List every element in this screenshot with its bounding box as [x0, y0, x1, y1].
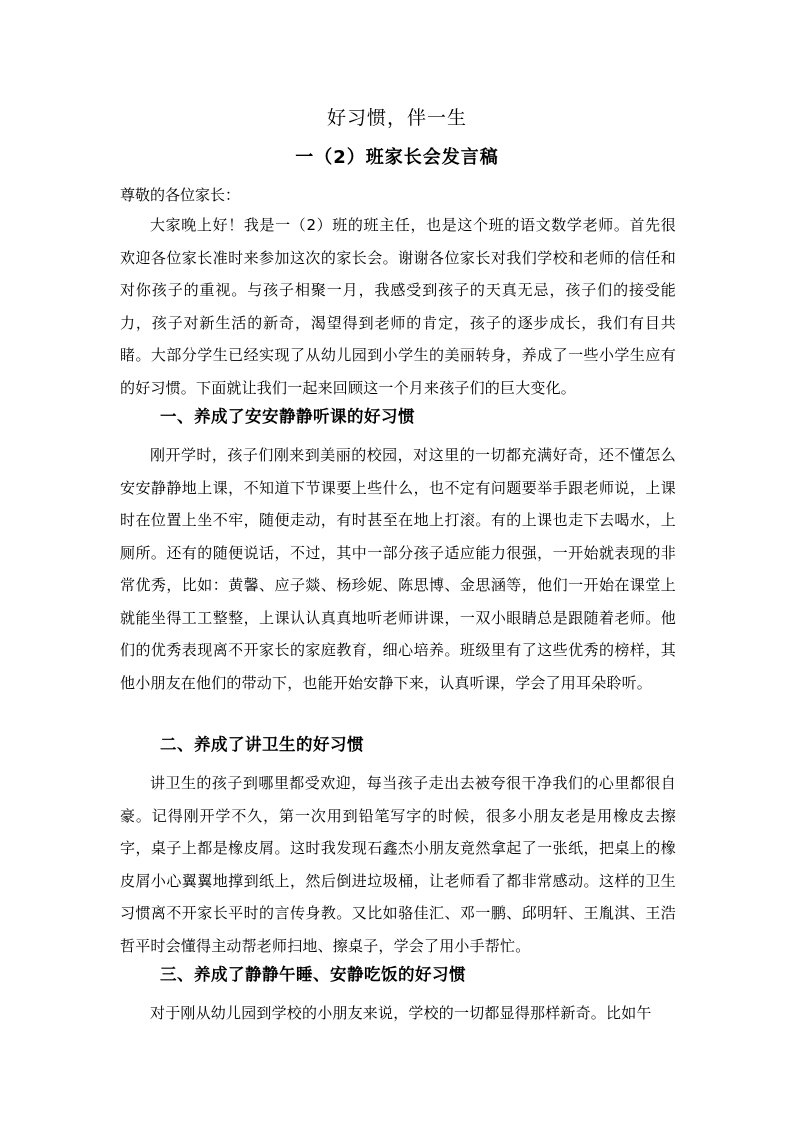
- section-heading-1: 一、养成了安安静静听课的好习惯: [160, 407, 415, 426]
- document-title: 好习惯，伴一生: [326, 107, 467, 129]
- section-heading-2: 二、养成了讲卫生的好习惯: [160, 735, 364, 754]
- section-heading-3: 三、养成了静静午睡、安静吃饭的好习惯: [160, 965, 466, 984]
- intro-paragraph: 大家晚上好！我是一（2）班的班主任，也是这个班的语文数学老师。首先很欢迎各位家长准时来参加这次的家长会。谢谢各位家长对我们学校和老师的信任和对你孩子的重视。与孩子相聚一月，我感受到孩子的天真无忌，孩子们的接受能力，孩子对新生活的新奇，渴望得到老师的肯定，孩子的逐步成长，我们有目共睹。大部分学生已经实现了从幼儿园到小学生的美丽转身，养成了一些小学生应有的好习惯。下面就让我们一起来回顾这一个月来孩子们的巨大变化。: [120, 216, 676, 397]
- salutation: 尊敬的各位家长：: [120, 186, 241, 204]
- section-body-2: 讲卫生的孩子到哪里都受欢迎，每当孩子走出去被夸很干净我们的心里都很自豪。记得刚开学不久，第一次用到铅笔写字的时候，很多小朋友老是用橡皮去擦字，桌子上都是橡皮屑。这时我发现石鑫杰小朋友竟然拿起了一张纸，把桌上的橡皮屑小心翼翼地撑到纸上，然后倒进垃圾桶，让老师看了都非常感动。这样的卫生习惯离不开家长平时的言传身教。又比如骆佳汇、邓一鹏、邱明轩、王胤淇、王浩哲平时会懂得主动帮老师扫地、擦桌子，学会了用小手帮忙。: [120, 774, 676, 955]
- section-body-3: 对于刚从幼儿园到学校的小朋友来说，学校的一切都显得那样新奇。比如午: [150, 1004, 652, 1022]
- document-subtitle: 一（2）班家长会发言稿: [295, 147, 499, 168]
- section-body-1: 刚开学时，孩子们刚来到美丽的校园，对这里的一切都充满好奇，还不懂怎么安安静静地上课，不知道下节课要上些什么，也不定有问题要举手跟老师说，上课时在位置上坐不牢，随便走动，有时甚至在地上打滚。有的上课也走下去喝水，上厕所。还有的随便说话，不过，其中一部分孩子适应能力很强，一开始就表现的非常优秀，比如：黄馨、应子燚、杨珍妮、陈思博、金思涵等，他们一开始在课堂上就能坐得工工整整，上课认认真真地听老师讲课，一双小眼睛总是跟随着老师。他们的优秀表现离不开家长的家庭教育，细心培养。班级里有了这些优秀的榜样，其他小朋友在他们的带动下，也能开始安静下来，认真听课，学会了用耳朵聆听。: [120, 446, 676, 692]
